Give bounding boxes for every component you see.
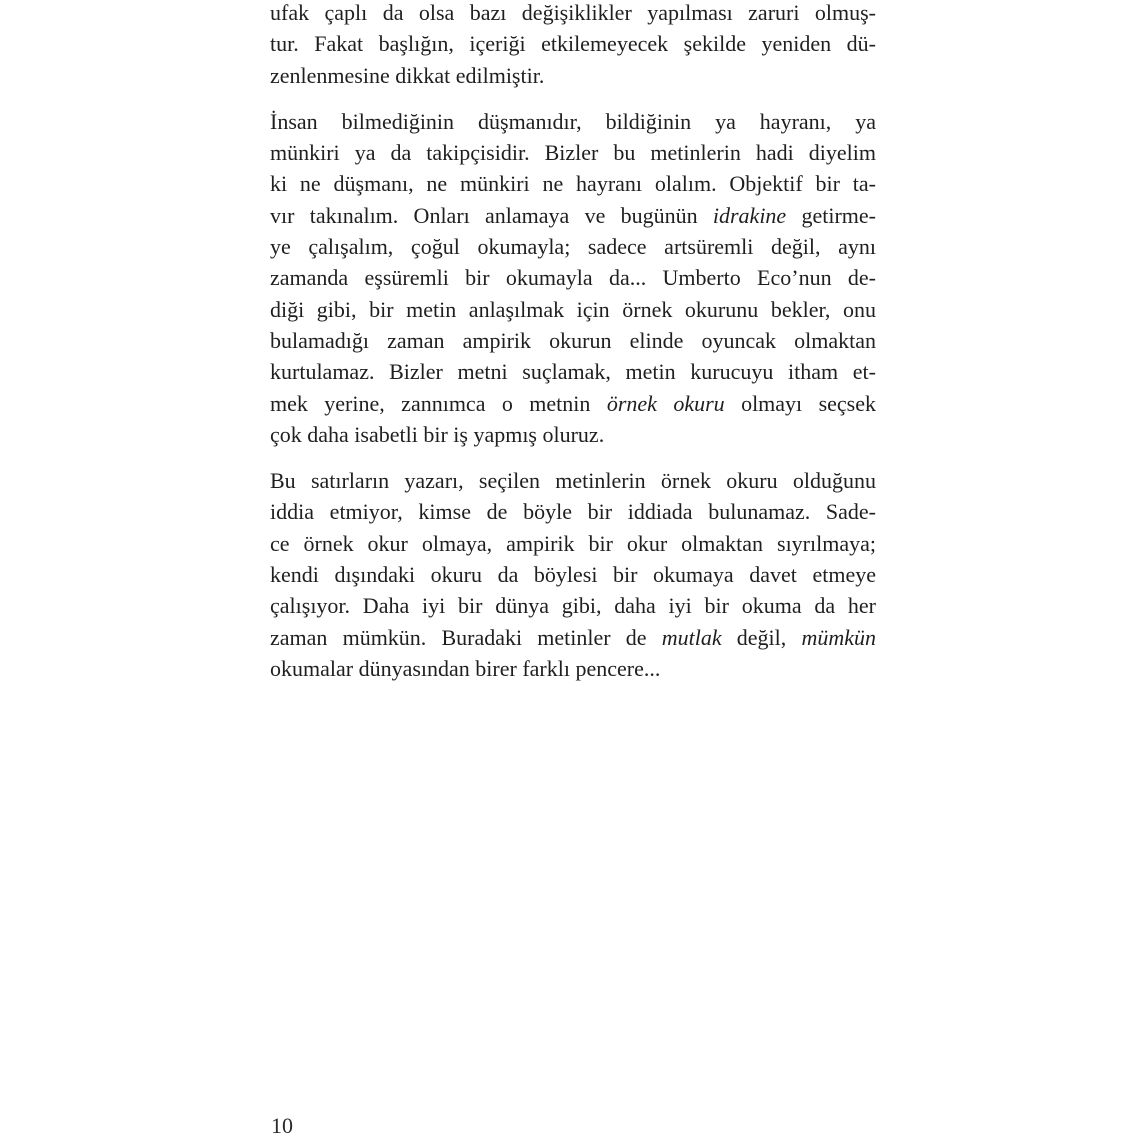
text-line: [270, 231, 876, 262]
text-line: [270, 590, 876, 621]
text-run: diği gibi, bir metin anlaşılmak için örnek okurunu bekler, onu: [270, 296, 876, 322]
text-line: [270, 653, 876, 684]
text-run: Bu satırların yazarı, seçilen metinlerin örnek okuru olduğunu: [270, 468, 876, 494]
text-line: [270, 496, 876, 527]
text-run: değil,: [721, 624, 802, 650]
text-run: kendi dışındaki okuru da böylesi bir okumaya davet etmeye: [270, 562, 876, 588]
text-line: [270, 28, 876, 59]
text-run: ce örnek okur olmaya, ampirik bir okur olmaktan sıyrılmaya;: [270, 530, 876, 556]
italic-text-run: mümkün: [801, 624, 876, 650]
page-text: [270, 0, 876, 699]
text-line: [270, 559, 876, 590]
text-line: [270, 419, 876, 450]
text-line: [270, 622, 876, 653]
text-run: mek yerine, zannımca o metnin: [270, 390, 607, 416]
text-run: çalışıyor. Daha iyi bir dünya gibi, daha iyi bir okuma da her: [270, 593, 876, 619]
text-run: zenlenmesine dikkat edilmiştir.: [270, 62, 545, 88]
text-run: ufak çaplı da olsa bazı değişiklikler yapılması zaruri olmuş-: [270, 0, 876, 25]
text-line: [270, 356, 876, 387]
text-line: [270, 0, 876, 28]
text-run: zamanda eşsüremli bir okumayla da... Umberto Eco’nun de-: [270, 265, 876, 291]
text-run: İnsan bilmediğinin düşmanıdır, bildiğinin ya hayranı, ya: [270, 108, 876, 134]
text-line: [270, 60, 876, 91]
text-line: [270, 106, 876, 137]
text-line: [270, 294, 876, 325]
text-run: zaman mümkün. Buradaki metinler de: [270, 624, 662, 650]
text-line: [270, 262, 876, 293]
text-run: ye çalışalım, çoğul okumayla; sadece artsüremli değil, aynı: [270, 234, 876, 260]
text-run: iddia etmiyor, kimse de böyle bir iddiada bulunamaz. Sade-: [270, 499, 876, 525]
text-run: getirme-: [786, 202, 876, 228]
text-line: [270, 168, 876, 199]
text-line: [270, 200, 876, 231]
paragraph: [270, 106, 876, 450]
text-run: ki ne düşmanı, ne münkiri ne hayranı olalım. Objektif bir ta-: [270, 171, 876, 197]
page-number: 10: [271, 1113, 293, 1138]
text-run: münkiri ya da takipçisidir. Bizler bu metinlerin hadi diyelim: [270, 140, 876, 166]
text-run: okumalar dünyasından birer farklı pencere...: [270, 655, 661, 681]
text-line: [270, 465, 876, 496]
text-run: çok daha isabetli bir iş yapmış oluruz.: [270, 421, 605, 447]
text-run: tur. Fakat başlığın, içeriği etkilemeyecek şekilde yeniden dü-: [270, 31, 876, 57]
text-run: olmayı seçsek: [724, 390, 877, 416]
text-run: kurtulamaz. Bizler metni suçlamak, metin kurucuyu itham et-: [270, 359, 876, 385]
italic-text-run: örnek okuru: [606, 390, 725, 416]
text-line: [270, 137, 876, 168]
text-line: [270, 388, 876, 419]
text-run: bulamadığı zaman ampirik okurun elinde oyuncak olmaktan: [270, 327, 876, 353]
paragraph: [270, 0, 876, 91]
italic-text-run: idrakine: [712, 202, 787, 228]
italic-text-run: mutlak: [661, 624, 722, 650]
text-line: [270, 325, 876, 356]
text-line: [270, 528, 876, 559]
text-run: vır takınalım. Onları anlamaya ve bugünün: [270, 202, 713, 228]
paragraph: [270, 465, 876, 684]
